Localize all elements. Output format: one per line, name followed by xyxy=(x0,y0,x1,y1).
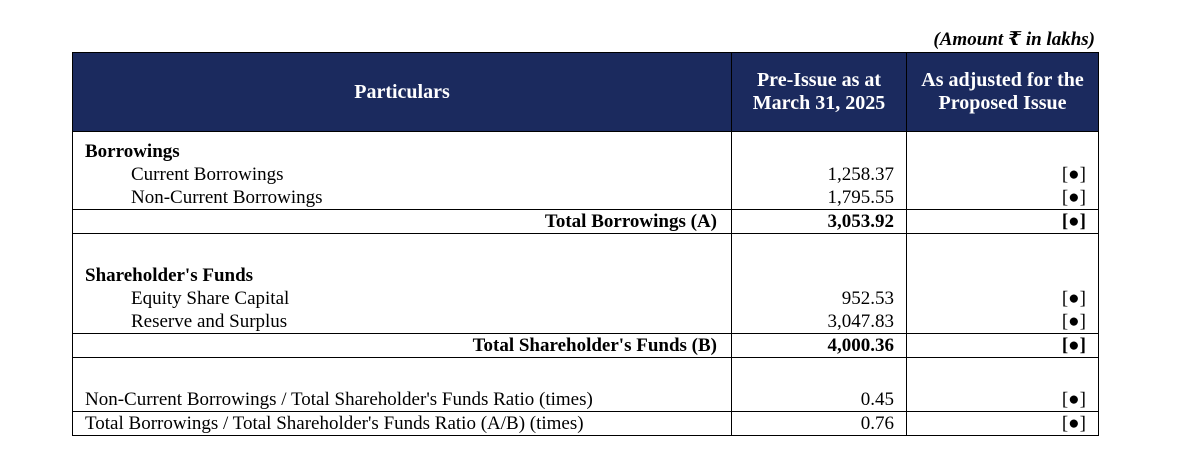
total-borrowings-label: Total Borrowings (A) xyxy=(73,210,732,234)
ratio-total-post: [●] xyxy=(907,412,1099,436)
ratio-noncurrent-post: [●] xyxy=(907,388,1099,412)
reserve-surplus-post: [●] xyxy=(907,310,1099,334)
total-shareholders-funds-pre: 4,000.36 xyxy=(732,334,907,358)
total-borrowings-post: [●] xyxy=(907,210,1099,234)
shareholders-funds-heading: Shareholder's Funds xyxy=(73,264,732,287)
capitalisation-table xyxy=(72,52,1099,436)
ratio-noncurrent-label: Non-Current Borrowings / Total Shareholder's Funds Ratio (times) xyxy=(73,388,732,412)
total-borrowings-row xyxy=(73,210,1099,234)
section-heading-row xyxy=(73,264,1099,287)
ratio-total-pre: 0.76 xyxy=(732,412,907,436)
table-row xyxy=(73,163,1099,186)
table-row xyxy=(73,287,1099,310)
total-shareholders-funds-post: [●] xyxy=(907,334,1099,358)
equity-share-capital-post: [●] xyxy=(907,287,1099,310)
non-current-borrowings-pre: 1,795.55 xyxy=(732,186,907,210)
ratio-total-label: Total Borrowings / Total Shareholder's Funds Ratio (A/B) (times) xyxy=(73,412,732,436)
total-shareholders-funds-label: Total Shareholder's Funds (B) xyxy=(73,334,732,358)
table-row xyxy=(73,310,1099,334)
non-current-borrowings-post: [●] xyxy=(907,186,1099,210)
header-post-issue: As adjusted for the Proposed Issue xyxy=(907,53,1099,132)
equity-share-capital-pre: 952.53 xyxy=(732,287,907,310)
spacer-row xyxy=(73,234,1099,265)
ratio-row xyxy=(73,412,1099,436)
header-pre-issue: Pre-Issue as at March 31, 2025 xyxy=(732,53,907,132)
table-header-row xyxy=(73,53,1099,132)
table-row xyxy=(73,186,1099,210)
current-borrowings-post: [●] xyxy=(907,163,1099,186)
current-borrowings-pre: 1,258.37 xyxy=(732,163,907,186)
spacer-row xyxy=(73,132,1099,141)
spacer-row xyxy=(73,358,1099,389)
borrowings-heading: Borrowings xyxy=(73,140,732,163)
section-heading-row xyxy=(73,140,1099,163)
ratio-row xyxy=(73,388,1099,412)
amount-unit-note: (Amount ₹ in lakhs) xyxy=(933,29,1095,50)
total-shareholders-funds-row xyxy=(73,334,1099,358)
reserve-surplus-pre: 3,047.83 xyxy=(732,310,907,334)
header-particulars: Particulars xyxy=(73,53,732,132)
ratio-noncurrent-pre: 0.45 xyxy=(732,388,907,412)
non-current-borrowings-label: Non-Current Borrowings xyxy=(73,186,732,210)
current-borrowings-label: Current Borrowings xyxy=(73,163,732,186)
total-borrowings-pre: 3,053.92 xyxy=(732,210,907,234)
reserve-surplus-label: Reserve and Surplus xyxy=(73,310,732,334)
equity-share-capital-label: Equity Share Capital xyxy=(73,287,732,310)
